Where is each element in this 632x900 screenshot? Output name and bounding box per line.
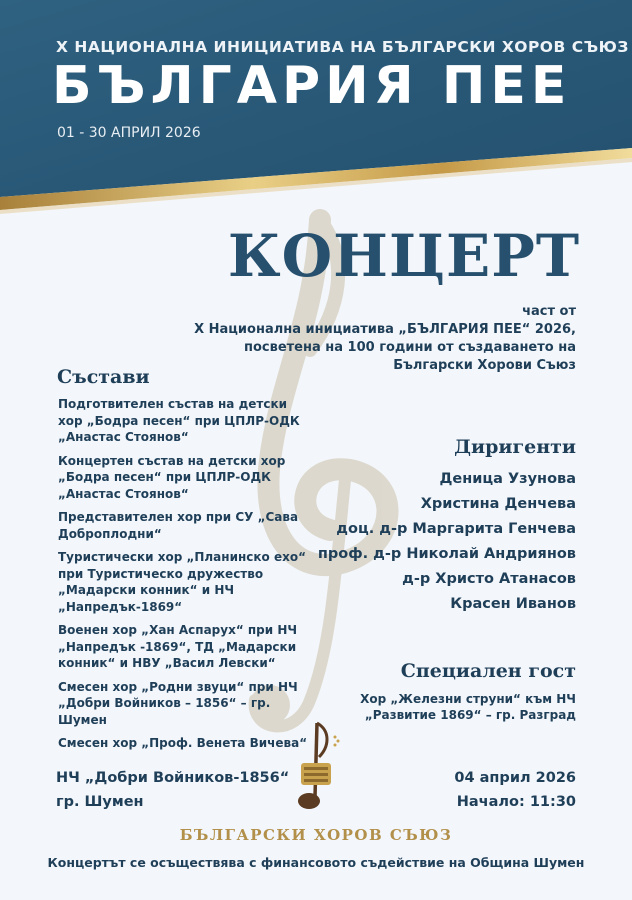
initiative-subtitle: X НАЦИОНАЛНА ИНИЦИАТИВА НА БЪЛГАРСКИ ХОРОВ СЪЮЗ xyxy=(56,38,629,56)
ensemble-item: Подготвителен състав на детски хор „Бодра песен“ при ЦПЛР-ОДК „Анастас Стоянов“ xyxy=(58,397,300,444)
description-line: част от xyxy=(522,304,576,319)
concert-heading: КОНЦЕРТ xyxy=(227,222,580,290)
event-time xyxy=(454,766,576,814)
event-title: БЪЛГАРИЯ ПЕЕ xyxy=(52,56,572,116)
special-guest xyxy=(360,691,576,723)
event-date: 04 април 2026 xyxy=(454,770,576,786)
concert-description xyxy=(156,303,576,375)
ensemble-item: Представителен хор при СУ „Сава Доброплодни“ xyxy=(58,510,299,541)
ensemble-item: Концертен състав на детски хор „Бодра песен“ при ЦПЛР-ОДК „Анастас Стоянов“ xyxy=(58,453,286,501)
event-dates: 01 - 30 АПРИЛ 2026 xyxy=(57,125,201,141)
description-line: Х Национална инициатива „БЪЛГАРИЯ ПЕЕ“ 2026, xyxy=(194,322,576,337)
footer-note: Концертът се осъществява с финансовото съдействие на Община Шумен xyxy=(47,855,585,870)
organization-name: БЪЛГАРСКИ ХОРОВ СЪЮЗ xyxy=(179,826,453,844)
description-line: Български Хорови Съюз xyxy=(393,358,576,373)
conductor-name: д-р Христо Атанасов xyxy=(402,571,576,587)
conductors-list xyxy=(318,468,576,618)
header-banner xyxy=(0,0,632,215)
ensembles-heading: Състави xyxy=(57,366,150,388)
special-guest-line: „Развитие 1869“ – гр. Разград xyxy=(364,708,576,722)
ensembles-list xyxy=(58,396,308,759)
ensemble-item: Смесен хор „Проф. Венета Вичева“ xyxy=(58,736,308,750)
event-start: Начало: 11:30 xyxy=(456,794,576,810)
special-guest-heading: Специален гост xyxy=(400,660,576,682)
description-line: посветена на 100 години от създаването на xyxy=(243,340,576,355)
ensemble-item: Туристически хор „Планинско ехо“ при Туристическо дружество „Мадарски конник“ и НЧ „Напредък-1869“ xyxy=(58,550,306,614)
choral-union-logo-icon xyxy=(291,717,343,821)
conductors-heading: Диригенти xyxy=(454,436,576,458)
ensemble-item: Военен хор „Хан Аспарух“ при НЧ „Напредък -1869“, ТД „Мадарски конник“ и НВУ „Васил Левски“ xyxy=(58,623,298,670)
conductor-name: Христина Денчева xyxy=(420,496,576,512)
venue-name: НЧ „Добри Войников-1856“ xyxy=(56,770,290,786)
ensemble-item: Смесен хор „Родни звуци“ при НЧ „Добри Войников – 1856“ – гр. Шумен xyxy=(58,679,298,727)
conductor-name: Деница Узунова xyxy=(439,471,576,487)
venue-city: гр. Шумен xyxy=(56,794,144,810)
special-guest-line: Хор „Железни струни“ към НЧ xyxy=(360,692,576,706)
conductor-name: Красен Иванов xyxy=(450,596,576,612)
conductor-name: доц. д-р Маргарита Генчева xyxy=(336,521,576,537)
venue xyxy=(56,766,289,814)
conductor-name: проф. д-р Николай Андриянов xyxy=(317,546,576,562)
